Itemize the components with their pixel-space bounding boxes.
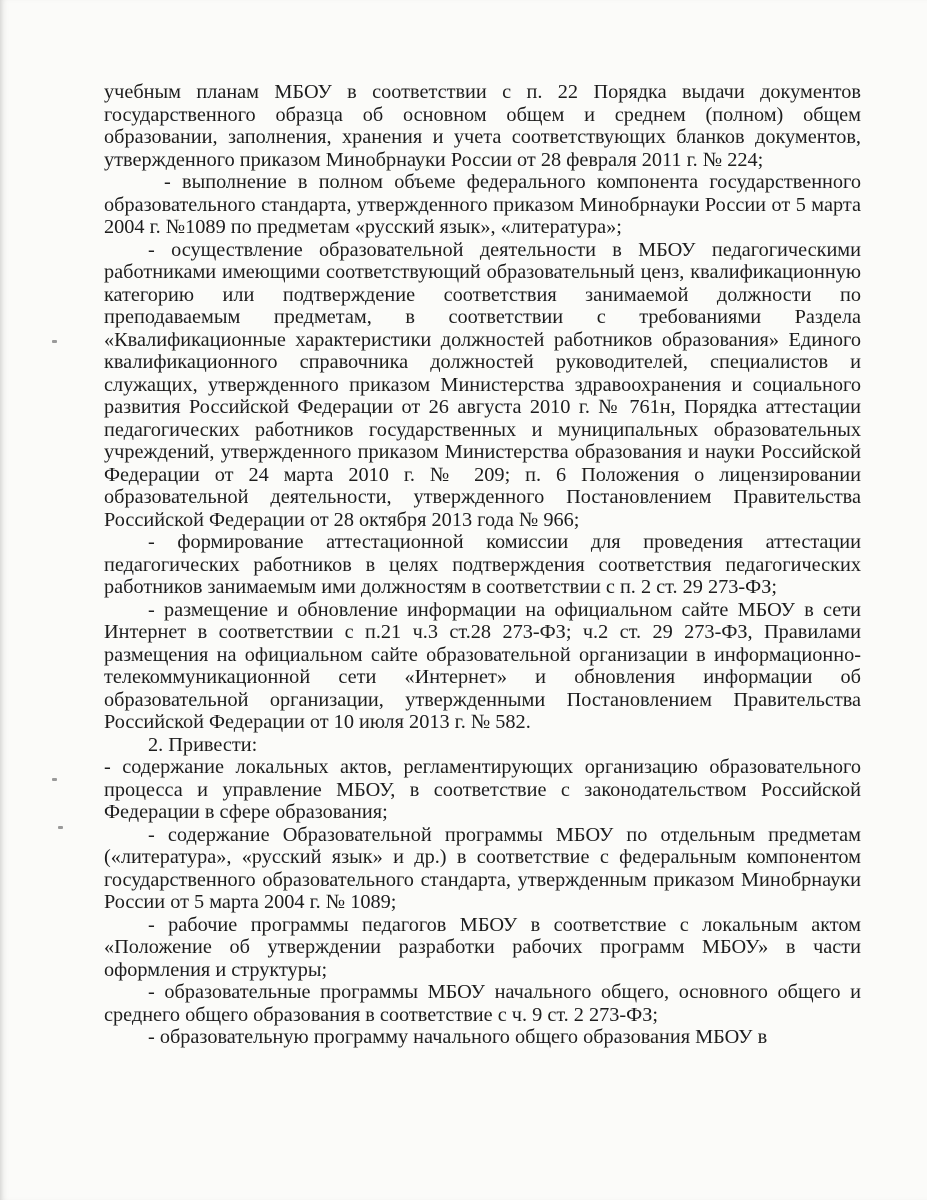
list-item: - образовательную программу начального общего образования МБОУ в [148,1026,768,1048]
scan-speck [52,340,57,343]
list-item: - содержание локальных актов, регламентирующих организацию образовательного процесса и управление МБОУ, в соответствие с законодательством Российской Федерации в сфере образования; [104,756,861,823]
list-item: - содержание Образовательной программы МБОУ по отдельным предметам («литература», «русский язык» и др.) в соответствие с федеральным компонентом государственного образовательного стандарта, утвержденным приказом Минобрнауки России от 5 марта 2004 г. № 1089; [104,823,861,913]
scan-speck [58,826,63,829]
list-item: - образовательные программы МБОУ начального общего, основного общего и среднего общего образования в соответствие с ч. 9 ст. 2 273-ФЗ; [104,981,861,1026]
list-item: - осуществление образовательной деятельности в МБОУ педагогическими работниками имеющими соответствующий образовательный ценз, квалификационную категорию или подтверждение соответствия занимаемой должности по преподаваемым предметам, в соответствии с требованиями Раздела «Квалификационные характеристики должностей работников образования» Единого квалификационного справочника должностей руководителей, специалистов и служащих, утвержденного приказом Министерства здравоохранения и социального развития Российской Федерации от 26 августа 2010 г. № 761н, Порядка аттестации педагогических работников государственных и муниципальных образовательных учреждений, утвержденного приказом Министерства образования и науки Российской Федерации от 24 марта 2010 г. № 209; п. 6 Положения о лицензировании образовательной деятельности, утвержденного Постановлением Правительства Российской Федерации от 28 октября 2013 года № 966; [104,238,861,531]
paragraph-continuation: учебным планам МБОУ в соответствии с п. 22 Порядка выдачи документов государственного образца об основном общем и среднем (полном) общем образовании, заполнения, хранения и учета соответствующих бланков документов, утвержденного приказом Минобрнауки России от 28 февраля 2011 г. № 224; [104,81,861,171]
list-item: - выполнение в полном объеме федерального компонента государственного образовательного стандарта, утвержденного приказом Минобрнауки России от 5 марта 2004 г. №1089 по предметам «русский язык», «литература»; [104,171,861,238]
list-item: - рабочие программы педагогов МБОУ в соответствие с локальным актом «Положение об утверждении разработки рабочих программ МБОУ» в части оформления и структуры; [104,913,861,981]
document-body [104,81,861,1049]
list-item: - формирование аттестационной комиссии для проведения аттестации педагогических работников в целях подтверждения соответствия педагогических работников занимаемым ими должностям в соответствии с п. 2 ст. 29 273-ФЗ; [104,531,861,598]
scan-speck [52,778,57,781]
list-item: - размещение и обновление информации на официальном сайте МБОУ в сети Интернет в соответствии с п.21 ч.3 ст.28 273-ФЗ; ч.2 ст. 29 273-ФЗ, Правилами размещения на официальном сайте образовательной организации в информационно-телекоммуникационной сети «Интернет» и обновления информации об образовательной организации, утвержденными Постановлением Правительства Российской Федерации от 10 июля 2013 г. № 582. [104,598,861,733]
section-heading: 2. Привести: [148,733,258,756]
